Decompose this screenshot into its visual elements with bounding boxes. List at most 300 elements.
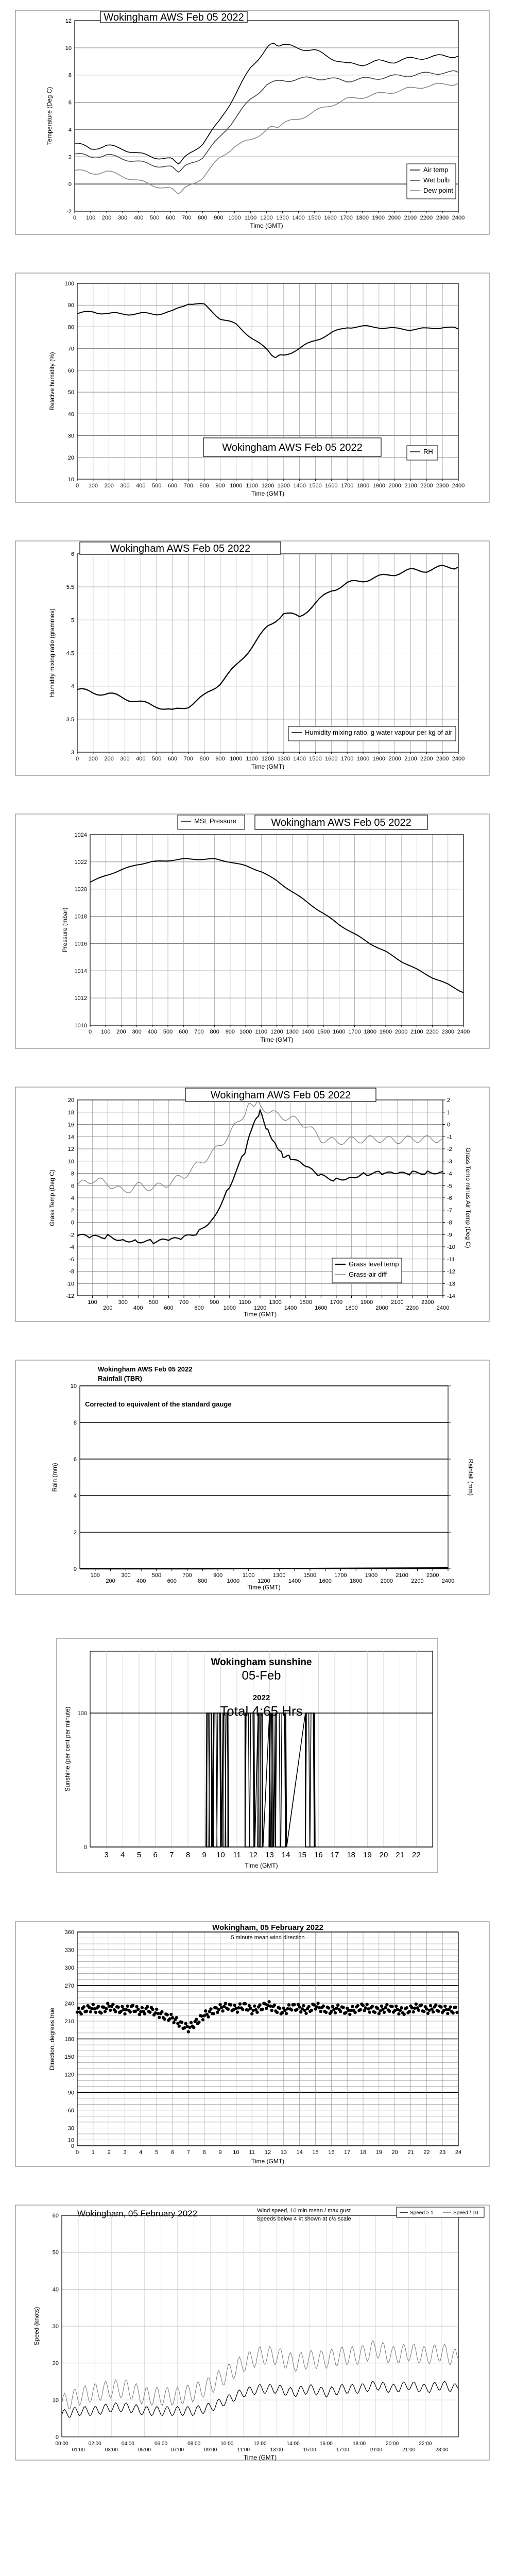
x-tick-label: 11:00 [237, 2447, 250, 2453]
x-tick-label: 1000 [230, 483, 243, 489]
x-axis-label: Time (GMT) [245, 1862, 278, 1869]
x-tick-label: 1400 [288, 1578, 301, 1584]
x-tick-label: 800 [199, 483, 209, 489]
x-tick-label: 600 [167, 1578, 177, 1584]
y-tick-label: 60 [52, 2213, 59, 2219]
x-tick-label: 3 [123, 2149, 127, 2156]
x-tick-label: 500 [163, 1029, 173, 1035]
y-tick-label: -8 [69, 1268, 74, 1275]
y-tick-label: 100 [77, 1710, 87, 1717]
x-tick-label: 2300 [436, 483, 449, 489]
scatter-point [304, 2012, 307, 2015]
y-axis-label: Rain (mm) [51, 1463, 58, 1492]
x-tick-label: 300 [120, 483, 130, 489]
x-tick-label: 12 [264, 2149, 271, 2156]
x-tick-label: 1200 [261, 483, 274, 489]
x-tick-label: 01:00 [72, 2447, 85, 2453]
x-tick-label: 1700 [348, 1029, 361, 1035]
x-tick-label: 1300 [277, 756, 290, 762]
y2-tick-label: -8 [447, 1219, 452, 1226]
mixing-ratio-panel [0, 531, 515, 783]
x-tick-label: 20 [391, 2149, 398, 2156]
scatter-point [143, 2012, 146, 2015]
legend-label: Speed / 10 [453, 2210, 478, 2216]
scatter-point [270, 2009, 273, 2012]
scatter-point [319, 2010, 322, 2013]
x-tick-label: 400 [133, 1305, 143, 1311]
y-tick-label: 60 [67, 2107, 74, 2114]
x-tick-label: 15 [312, 2149, 319, 2156]
x-tick-label: 1400 [292, 215, 305, 221]
y-tick-label: 1016 [74, 941, 87, 947]
x-tick-label: 1800 [356, 756, 370, 762]
scatter-point [250, 2012, 253, 2015]
y-tick-label: -6 [69, 1256, 74, 1263]
x-tick-label: 00:00 [55, 2441, 68, 2447]
scatter-point [331, 2005, 334, 2008]
scatter-point [238, 2002, 242, 2005]
y-tick-label: 1014 [74, 968, 87, 975]
y-tick-label: 4 [71, 683, 74, 690]
y-tick-label: 50 [52, 2249, 59, 2256]
x-tick-label: 300 [132, 1029, 142, 1035]
x-tick-label: 600 [179, 1029, 188, 1035]
x-tick-label: 9 [218, 2149, 222, 2156]
x-tick-label: 0 [75, 483, 79, 489]
y2-tick-label: -3 [447, 1158, 452, 1165]
x-tick-label: 22 [423, 2149, 430, 2156]
scatter-point [221, 2009, 224, 2012]
x-tick-label: 2300 [426, 1572, 439, 1579]
scatter-point [339, 2010, 342, 2013]
scatter-point [126, 2005, 129, 2008]
x-tick-label: 5 [155, 2149, 159, 2156]
x-tick-label: 2100 [396, 1572, 408, 1579]
scatter-point [454, 2006, 457, 2009]
x-tick-label: 2300 [421, 1299, 434, 1306]
x-tick-label: 1400 [293, 483, 306, 489]
y-tick-label: 14 [67, 1134, 74, 1141]
y-tick-label: 6 [71, 551, 74, 557]
x-tick-label: 2100 [410, 1029, 423, 1035]
x-tick-label: 14 [281, 1851, 290, 1859]
scatter-point [229, 2003, 232, 2006]
legend-label: Grass level temp [349, 1260, 399, 1268]
x-tick-label: 700 [182, 215, 192, 221]
x-tick-label: 1000 [228, 215, 241, 221]
scatter-point [117, 2006, 120, 2009]
x-tick-label: 1800 [350, 1578, 363, 1584]
scatter-point [388, 2010, 391, 2013]
x-tick-label: 08:00 [187, 2441, 201, 2447]
scatter-point [430, 2007, 433, 2010]
x-tick-label: 16 [314, 1851, 323, 1859]
x-tick-label: 100 [90, 1572, 100, 1579]
scatter-point [136, 2008, 140, 2011]
x-tick-label: 17 [330, 1851, 339, 1859]
x-tick-label: 1700 [330, 1299, 343, 1306]
y2-tick-label: -5 [447, 1183, 452, 1190]
x-tick-label: 800 [198, 1578, 208, 1584]
y-tick-label: 2 [73, 1530, 77, 1536]
x-tick-label: 2200 [420, 756, 433, 762]
y-tick-label: 150 [64, 2054, 74, 2061]
x-tick-label: 1000 [223, 1305, 236, 1311]
x-tick-label: 0 [88, 1029, 92, 1035]
x-tick-label: 15:00 [303, 2447, 316, 2453]
scatter-point [324, 2011, 328, 2014]
x-tick-label: 2200 [411, 1578, 424, 1584]
y-tick-label: 4 [68, 127, 72, 133]
x-tick-label: 07:00 [171, 2447, 184, 2453]
x-tick-label: 200 [116, 1029, 126, 1035]
x-tick-label: 1600 [325, 483, 338, 489]
scatter-point [99, 2011, 102, 2014]
legend-label: Grass-air diff [349, 1270, 387, 1278]
panel-frame [15, 1922, 489, 2166]
scatter-point [131, 2004, 134, 2007]
scatter-point [114, 2010, 117, 2013]
scatter-point [385, 2003, 388, 2006]
y-tick-label: 90 [67, 2090, 74, 2096]
x-tick-label: 2300 [441, 1029, 455, 1035]
scatter-point [92, 2003, 95, 2006]
scatter-point [298, 2005, 301, 2008]
x-tick-label: 1800 [356, 483, 370, 489]
scatter-point [85, 2010, 88, 2013]
x-tick-label: 1800 [345, 1305, 358, 1311]
legend-box [407, 446, 438, 460]
y-tick-label: 20 [52, 2360, 59, 2367]
x-tick-label: 19:00 [369, 2447, 383, 2453]
x-tick-label: 1100 [238, 1299, 251, 1306]
y-tick-label: 0 [83, 1844, 87, 1851]
chart-title: Wokingham AWS Feb 05 2022 [222, 442, 363, 453]
y-axis-label: Pressure (mbar) [61, 907, 68, 953]
scatter-point [253, 2005, 256, 2008]
x-tick-label: 13 [280, 2149, 287, 2156]
x-axis-label: Time (GMT) [250, 222, 283, 229]
x-tick-label: 22:00 [419, 2441, 432, 2447]
chart-title: Wokingham AWS Feb 05 2022 [210, 1090, 351, 1101]
panel-frame [15, 1360, 489, 1595]
x-tick-label: 17 [344, 2149, 351, 2156]
x-tick-label: 2 [107, 2149, 111, 2156]
y-tick-label: 20 [67, 454, 74, 461]
x-tick-label: 700 [194, 1029, 204, 1035]
scatter-point [97, 2005, 100, 2008]
scatter-point [420, 2004, 423, 2007]
x-tick-label: 18:00 [352, 2441, 366, 2447]
mixing-ratio-chart [0, 531, 515, 783]
x-tick-label: 13:00 [270, 2447, 283, 2453]
scatter-point [362, 2004, 365, 2007]
scatter-point [334, 2011, 337, 2014]
scatter-point [255, 2011, 259, 2014]
y-tick-label: -2 [66, 209, 72, 215]
rainfall-chart [0, 1350, 515, 1602]
chart-subtitle: 05-Feb [242, 1669, 281, 1683]
x-tick-label: 1500 [309, 483, 322, 489]
x-tick-label: 2100 [391, 1299, 404, 1306]
x-tick-label: 2100 [404, 483, 417, 489]
chart-subtitle: Rainfall (TBR) [98, 1375, 142, 1382]
x-tick-label: 1300 [269, 1299, 282, 1306]
scatter-point [273, 2004, 276, 2007]
scatter-point [316, 2002, 319, 2005]
y-tick-label: 10 [67, 2137, 74, 2144]
x-tick-label: 1600 [319, 1578, 332, 1584]
x-tick-label: 700 [182, 1572, 192, 1579]
x-tick-label: 15 [298, 1851, 307, 1859]
x-tick-label: 200 [106, 1578, 115, 1584]
humidity-chart [0, 263, 515, 510]
x-tick-label: 1900 [372, 756, 386, 762]
x-tick-label: 1300 [276, 215, 289, 221]
x-tick-label: 400 [136, 756, 146, 762]
y2-tick-label: -14 [447, 1293, 455, 1299]
scatter-point [400, 2006, 403, 2009]
scatter-point [197, 2021, 200, 2024]
x-tick-label: 18 [359, 2149, 367, 2156]
y-axis-label: Speed (knots) [33, 2307, 40, 2346]
scatter-point [148, 2011, 151, 2014]
x-tick-label: 2000 [388, 483, 401, 489]
scatter-point [111, 2003, 114, 2006]
legend-label: Air temp [423, 166, 449, 174]
y-tick-label: 12 [67, 1146, 74, 1153]
scatter-point [224, 2002, 227, 2005]
x-tick-label: 04:00 [121, 2441, 134, 2447]
x-tick-label: 13 [265, 1851, 274, 1859]
x-axis-label: Time (GMT) [260, 1036, 294, 1043]
x-tick-label: 1500 [299, 1299, 312, 1306]
y-tick-label: 6 [68, 99, 72, 106]
legend-label: Speed ≥ 1 [410, 2210, 434, 2216]
scatter-point [155, 2008, 158, 2011]
x-tick-label: 1000 [227, 1578, 240, 1584]
scatter-point [258, 2004, 261, 2007]
scatter-point [295, 2008, 298, 2011]
x-tick-label: 2000 [380, 1578, 393, 1584]
scatter-point [434, 2004, 437, 2007]
y-tick-label: 1022 [74, 859, 87, 866]
scatter-point [429, 2004, 432, 2007]
x-tick-label: 800 [199, 756, 209, 762]
pressure-chart [0, 804, 515, 1056]
x-tick-label: 1000 [230, 756, 243, 762]
wind-speed-chart [0, 2195, 515, 2468]
y-tick-label: -4 [69, 1244, 74, 1250]
scatter-point [411, 2010, 415, 2013]
x-tick-label: 1600 [315, 1305, 328, 1311]
x-tick-label: 1900 [379, 1029, 392, 1035]
x-tick-label: 6 [153, 1851, 158, 1859]
x-tick-label: 23:00 [435, 2447, 449, 2453]
x-tick-label: 900 [215, 483, 225, 489]
legend-label: Humidity mixing ratio, g water vapour per kg of air [305, 728, 453, 736]
x-tick-label: 2200 [406, 1305, 419, 1311]
y-tick-label: 10 [67, 1158, 74, 1165]
scatter-point [302, 2004, 305, 2007]
scatter-point [80, 2012, 83, 2015]
chart-subtitle: 5 minute mean wind direction [231, 1935, 305, 1941]
x-tick-label: 200 [104, 483, 114, 489]
y2-tick-label: -6 [447, 1195, 452, 1201]
y-tick-label: 0 [68, 181, 72, 188]
x-tick-label: 2400 [457, 1029, 470, 1035]
y2-tick-label: 2 [447, 1097, 451, 1104]
chart-note: Speeds below 4 kt shown at c½ scale [256, 2216, 351, 2222]
x-tick-label: 1600 [333, 1029, 346, 1035]
scatter-point [163, 2018, 166, 2021]
scatter-point [146, 2005, 149, 2008]
scatter-point [169, 2013, 173, 2016]
wind-direction-chart [0, 1911, 515, 2174]
scatter-point [290, 2008, 293, 2011]
x-tick-label: 600 [166, 215, 176, 221]
chart-annotation: Corrected to equivalent of the standard gauge [85, 1400, 232, 1408]
scatter-point [344, 2011, 347, 2014]
x-tick-label: 2200 [426, 1029, 439, 1035]
scatter-point [105, 2007, 108, 2010]
wind-direction-panel [0, 1911, 515, 2174]
x-tick-label: 1300 [273, 1572, 286, 1579]
y-tick-label: 60 [67, 367, 74, 374]
x-tick-label: 500 [151, 483, 162, 489]
chart-title: Wokingham AWS Feb 05 2022 [98, 1365, 193, 1373]
y-tick-label: 8 [73, 1420, 77, 1426]
x-tick-label: 100 [85, 215, 96, 221]
scatter-point [376, 2007, 379, 2010]
y-tick-label: 0 [71, 2143, 74, 2149]
y-tick-label: 1020 [74, 886, 87, 893]
y2-tick-label: -12 [447, 1268, 455, 1275]
x-tick-label: 24 [455, 2149, 462, 2156]
scatter-point [178, 2025, 181, 2028]
x-tick-label: 20 [379, 1851, 388, 1859]
y-tick-label: 360 [64, 1929, 74, 1936]
y-tick-label: 50 [67, 389, 74, 396]
scatter-point [394, 2005, 398, 2008]
scatter-point [172, 2021, 175, 2024]
y-tick-label: 16 [67, 1122, 74, 1128]
y-tick-label: 100 [64, 281, 74, 287]
x-tick-label: 800 [198, 215, 208, 221]
y-tick-label: 6 [71, 1183, 74, 1190]
y-tick-label: 210 [64, 2018, 74, 2025]
y-tick-label: 20 [67, 1097, 74, 1104]
x-tick-label: 0 [73, 215, 77, 221]
x-tick-label: 1800 [356, 215, 369, 221]
x-tick-label: 1300 [277, 483, 290, 489]
x-tick-label: 100 [88, 483, 98, 489]
legend-label: Dew point [423, 187, 453, 194]
x-tick-label: 2200 [420, 215, 433, 221]
x-tick-label: 300 [121, 1572, 131, 1579]
scatter-point [184, 2022, 187, 2025]
x-tick-label: 100 [88, 1299, 97, 1306]
scatter-point [403, 2013, 406, 2016]
x-tick-label: 1000 [239, 1029, 252, 1035]
y-tick-label: 1018 [74, 913, 87, 920]
sunshine-panel [0, 1628, 515, 1880]
scatter-point [249, 2007, 252, 2010]
y-tick-label: 2 [71, 1207, 74, 1214]
y-tick-label: 4 [71, 1195, 74, 1201]
x-tick-label: 5 [136, 1851, 142, 1859]
grass-temp-chart [0, 1077, 515, 1329]
x-tick-label: 1200 [253, 1305, 267, 1311]
x-tick-label: 17:00 [336, 2447, 349, 2453]
x-tick-label: 1100 [246, 483, 258, 489]
scatter-point [422, 2010, 425, 2013]
y2-tick-label: -7 [447, 1207, 452, 1214]
x-tick-label: 6 [170, 2149, 175, 2156]
scatter-point [368, 2011, 371, 2014]
x-tick-label: 14 [296, 2149, 303, 2156]
scatter-point [134, 2010, 137, 2013]
scatter-point [190, 2021, 193, 2024]
x-tick-label: 21:00 [402, 2447, 416, 2453]
panel-frame [15, 1087, 489, 1321]
humidity-panel [0, 263, 515, 510]
y-axis-label: Temperature (Deg C) [46, 87, 53, 145]
x-tick-label: 400 [136, 1578, 146, 1584]
x-tick-label: 1800 [364, 1029, 376, 1035]
legend-label: MSL Pressure [194, 817, 236, 825]
panel-frame [15, 814, 489, 1048]
pressure-panel [0, 804, 515, 1056]
scatter-point [353, 2011, 356, 2014]
chart-title: Wokingham AWS Feb 05 2022 [110, 543, 251, 554]
x-tick-label: 1500 [317, 1029, 330, 1035]
scatter-point [336, 2004, 339, 2007]
y-tick-label: 80 [67, 324, 74, 331]
x-tick-label: 800 [210, 1029, 219, 1035]
x-tick-label: 2100 [404, 215, 417, 221]
scatter-point [281, 2011, 284, 2014]
scatter-point [236, 2010, 239, 2013]
y-axis-label: Direction, degrees true [48, 2007, 56, 2071]
x-tick-label: 1200 [270, 1029, 283, 1035]
scatter-point [287, 2003, 290, 2006]
y2-tick-label: -11 [447, 1256, 455, 1263]
y-tick-label: 30 [52, 2324, 59, 2330]
scatter-point [265, 2007, 268, 2010]
scatter-point [175, 2016, 178, 2019]
y2-tick-label: -9 [447, 1232, 452, 1239]
y2-tick-label: -1 [447, 1134, 452, 1141]
x-tick-label: 23 [439, 2149, 446, 2156]
x-axis-label: Time (GMT) [247, 1584, 281, 1591]
y-tick-label: 0 [71, 1219, 74, 1226]
scatter-point [310, 2009, 313, 2012]
x-tick-label: 900 [215, 756, 225, 762]
y-axis-label: Grass Temp (Deg C) [48, 1170, 56, 1226]
scatter-point [187, 2030, 190, 2033]
scatter-point [455, 2011, 458, 2014]
x-axis-label: Time (GMT) [251, 763, 285, 770]
scatter-point [359, 2008, 362, 2011]
y-tick-label: 5.5 [66, 584, 74, 591]
y-tick-label: 10 [52, 2397, 59, 2404]
x-tick-label: 700 [183, 483, 194, 489]
x-tick-label: 400 [147, 1029, 158, 1035]
y-tick-label: 10 [65, 45, 72, 52]
y2-axis-label: Grass Temp minus Air Temp (Deg C) [465, 1147, 472, 1248]
y2-tick-label: 1 [447, 1109, 451, 1116]
